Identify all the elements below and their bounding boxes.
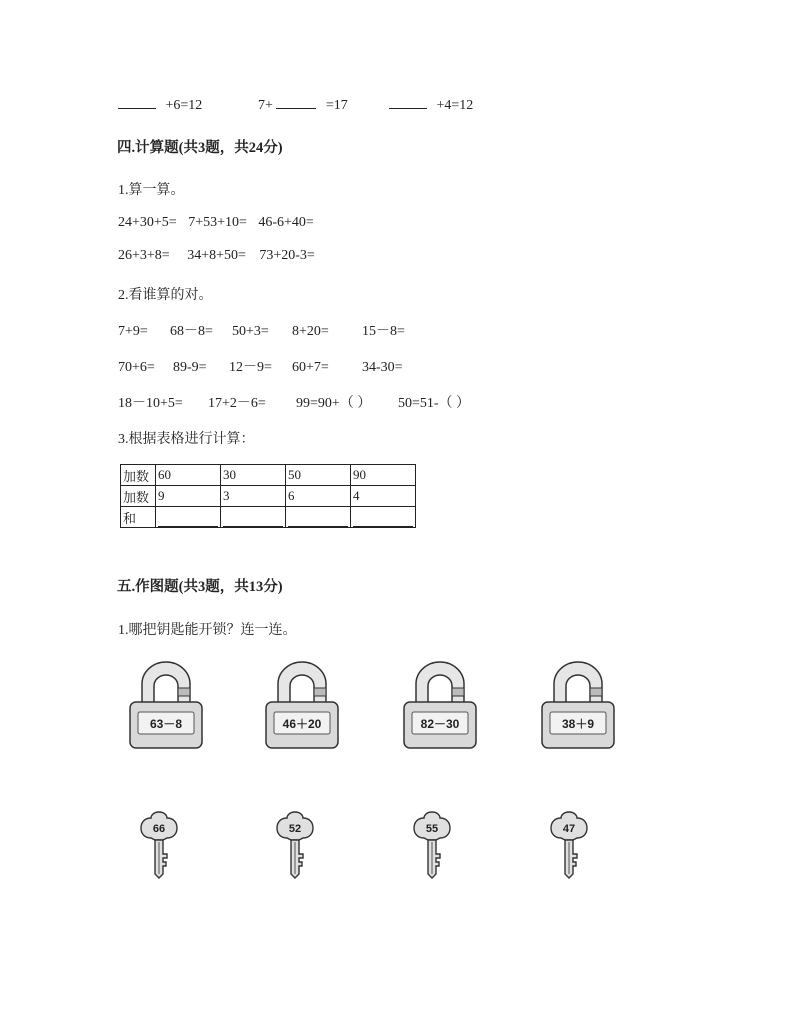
- answer-underline: [158, 512, 218, 527]
- answer-blank-1[interactable]: [118, 96, 156, 109]
- table-cell: 3: [221, 486, 286, 507]
- lock-shackle-band: [452, 688, 464, 696]
- q1-row-1: [118, 215, 314, 231]
- q2-row-2: [118, 356, 403, 376]
- expression: 24+30+5=: [118, 215, 177, 230]
- answer-underline: [353, 512, 413, 527]
- row-label: 加数: [121, 486, 156, 507]
- table-row: [121, 507, 416, 528]
- fill-in-row: [118, 96, 202, 114]
- expression: 50=51-（ ）: [398, 396, 471, 411]
- expression: 46-6+40=: [258, 215, 314, 230]
- q3-title: 3.根据表格进行计算：: [118, 432, 255, 447]
- fill-item-2-before: 7+: [258, 98, 273, 113]
- q1-row-2: [118, 248, 315, 264]
- lock-shackle: [278, 662, 326, 704]
- lock-expression: 82－30: [420, 717, 460, 731]
- lock-expression: 38＋9: [561, 717, 595, 731]
- padlock[interactable]: [262, 660, 342, 752]
- expression: 34-30=: [362, 360, 403, 375]
- fill-in-row-item-3: [389, 96, 473, 114]
- expression: 15－8=: [362, 324, 405, 339]
- expression: 50+3=: [232, 324, 269, 339]
- lock-shackle: [416, 662, 464, 704]
- padlock[interactable]: [126, 660, 206, 752]
- key-blade: [155, 840, 167, 878]
- sum-answer-cell[interactable]: [351, 507, 416, 528]
- fill-item-2-after: =17: [325, 98, 348, 113]
- expression: 70+6=: [118, 360, 155, 375]
- lock-shackle-band: [314, 688, 326, 696]
- table-cell: 50: [286, 465, 351, 486]
- answer-blank-2[interactable]: [276, 96, 316, 109]
- table-cell: 90: [351, 465, 416, 486]
- key-number: 66: [152, 823, 166, 835]
- section-4-heading: 四.计算题(共3题，共24分): [117, 140, 283, 156]
- lock-expression: 63－8: [149, 717, 183, 731]
- section-5-heading: 五.作图题(共3题，共13分): [117, 579, 283, 595]
- lock-shackle: [554, 662, 602, 704]
- expression: 34+8+50=: [187, 248, 246, 263]
- key[interactable]: [275, 810, 315, 880]
- key-blade: [428, 840, 440, 878]
- padlock[interactable]: [538, 660, 618, 752]
- lock-shackle-band: [590, 688, 602, 696]
- expression: 89-9=: [173, 360, 207, 375]
- key-blade: [565, 840, 577, 878]
- key-blade: [291, 840, 303, 878]
- expression: 17+2－6=: [208, 396, 266, 411]
- q2-title: 2.看谁算的对。: [118, 288, 213, 303]
- expression: 8+20=: [292, 324, 329, 339]
- s5-q1-title: 1.哪把钥匙能开锁？连一连。: [118, 623, 297, 638]
- expression: 7+53+10=: [188, 215, 247, 230]
- fill-in-row-item-2: [258, 96, 348, 114]
- key[interactable]: [139, 810, 179, 880]
- fill-item-3-after: +4=12: [436, 98, 474, 113]
- lock-shackle: [142, 662, 190, 704]
- answer-underline: [223, 512, 283, 527]
- table-cell: 9: [156, 486, 221, 507]
- expression: 73+20-3=: [259, 248, 315, 263]
- expression: 12－9=: [229, 360, 272, 375]
- table-cell: 30: [221, 465, 286, 486]
- expression: 68－8=: [170, 324, 213, 339]
- expression: 60+7=: [292, 360, 329, 375]
- sum-answer-cell[interactable]: [286, 507, 351, 528]
- table-cell: 6: [286, 486, 351, 507]
- key[interactable]: [549, 810, 589, 880]
- expression: 26+3+8=: [118, 248, 170, 263]
- lock-expression: 46＋20: [282, 717, 322, 731]
- addition-table: [120, 464, 416, 528]
- sum-answer-cell[interactable]: [156, 507, 221, 528]
- key[interactable]: [412, 810, 452, 880]
- table-cell: 60: [156, 465, 221, 486]
- expression: 99=90+（ ）: [296, 396, 372, 411]
- q1-title: 1.算一算。: [118, 183, 185, 198]
- table-row: [121, 465, 416, 486]
- key-number: 52: [288, 823, 302, 835]
- key-number: 47: [562, 823, 576, 835]
- table-cell: 4: [351, 486, 416, 507]
- key-number: 55: [425, 823, 439, 835]
- sum-answer-cell[interactable]: [221, 507, 286, 528]
- q2-row-1: [118, 320, 405, 340]
- table-row: [121, 486, 416, 507]
- q2-row-3: [118, 392, 470, 412]
- fill-item-1-after: +6=12: [165, 98, 203, 113]
- row-label: 和: [121, 507, 156, 528]
- row-label: 加数: [121, 465, 156, 486]
- padlock[interactable]: [400, 660, 480, 752]
- answer-underline: [288, 512, 348, 527]
- expression: 7+9=: [118, 324, 148, 339]
- answer-blank-3[interactable]: [389, 96, 427, 109]
- expression: 18－10+5=: [118, 396, 183, 411]
- lock-shackle-band: [178, 688, 190, 696]
